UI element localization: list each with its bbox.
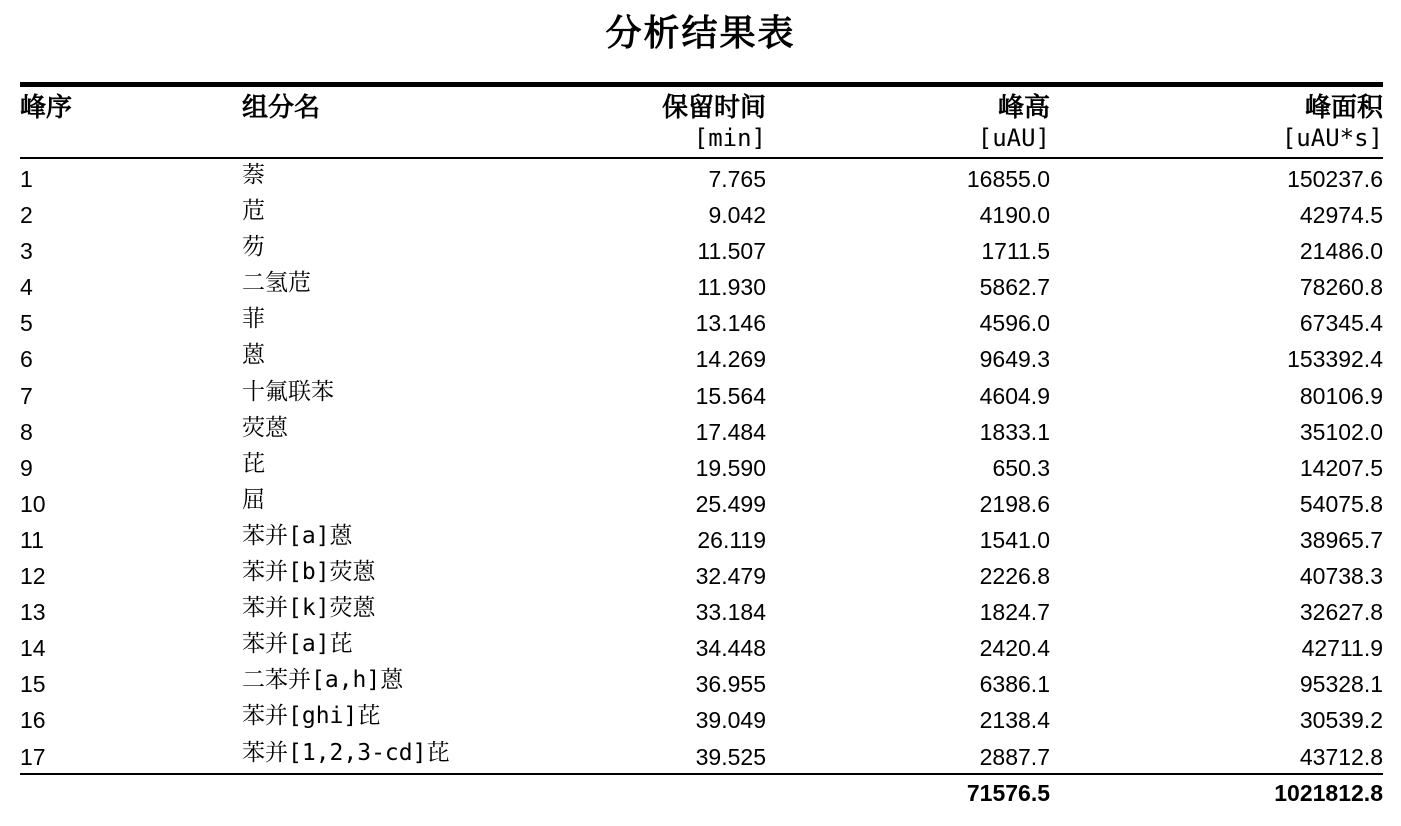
cell-peak-index: 15 (20, 671, 46, 698)
cell-retention-time: 33.184 (695, 599, 766, 626)
header-retention-time: 保留时间 (661, 93, 766, 123)
cell-peak-index: 16 (20, 707, 46, 734)
cell-component-name: 二苯并[a,h]蒽 (242, 667, 404, 694)
table-row (20, 195, 1383, 231)
cell-peak-index: 10 (20, 490, 46, 517)
cell-peak-height: 1833.1 (979, 418, 1050, 445)
header-peak-height-unit: [uAU] (977, 124, 1050, 152)
total-peak-height: 71576.5 (966, 779, 1050, 806)
cell-component-name: 二氢苊 (242, 270, 311, 297)
cell-peak-height: 4190.0 (979, 202, 1050, 229)
cell-peak-height: 1824.7 (979, 599, 1050, 626)
cell-peak-index: 8 (20, 418, 33, 445)
cell-peak-index: 2 (20, 202, 33, 229)
cell-peak-index: 7 (20, 382, 33, 409)
cell-peak-index: 9 (20, 454, 33, 481)
header-component-name: 组分名 (242, 93, 321, 123)
cell-peak-area: 30539.2 (1299, 707, 1383, 734)
cell-retention-time: 39.049 (695, 707, 766, 734)
cell-peak-index: 3 (20, 238, 33, 265)
cell-peak-height: 2198.6 (979, 490, 1050, 517)
cell-component-name: 屈 (242, 486, 265, 513)
cell-retention-time: 26.119 (697, 526, 766, 553)
cell-component-name: 苯并[a]蒽 (242, 522, 353, 549)
cell-peak-index: 6 (20, 346, 33, 373)
cell-component-name: 苯并[1,2,3-cd]芘 (242, 739, 450, 766)
cell-peak-area: 32627.8 (1299, 599, 1383, 626)
cell-component-name: 菲 (242, 306, 265, 333)
cell-peak-height: 2226.8 (979, 563, 1050, 590)
cell-peak-area: 54075.8 (1299, 490, 1383, 517)
cell-peak-index: 12 (20, 563, 46, 590)
header-retention-time-unit: [min] (693, 124, 766, 152)
table-row (20, 592, 1383, 628)
table-row (20, 376, 1383, 412)
table-row (20, 700, 1383, 736)
cell-retention-time: 39.525 (695, 743, 766, 770)
table-body (20, 159, 1383, 773)
cell-retention-time: 11.507 (697, 238, 766, 265)
total-peak-area: 1021812.8 (1274, 779, 1383, 806)
cell-component-name: 芴 (242, 234, 265, 261)
cell-peak-height: 4604.9 (979, 382, 1050, 409)
cell-retention-time: 15.564 (695, 382, 766, 409)
cell-peak-index: 1 (20, 166, 33, 192)
cell-peak-area: 40738.3 (1299, 563, 1383, 590)
cell-peak-height: 1711.5 (981, 238, 1050, 265)
cell-peak-index: 5 (20, 310, 33, 337)
cell-peak-area: 78260.8 (1299, 274, 1383, 301)
cell-peak-height: 1541.0 (979, 526, 1050, 553)
cell-retention-time: 11.930 (697, 274, 766, 301)
cell-peak-area: 35102.0 (1299, 418, 1383, 445)
cell-peak-height: 9649.3 (979, 346, 1050, 373)
page-title: 分析结果表 (605, 12, 796, 54)
results-table (20, 82, 1383, 815)
table-header (20, 87, 1383, 159)
cell-retention-time: 13.146 (695, 310, 766, 337)
cell-component-name: 荧蒽 (242, 414, 288, 441)
cell-retention-time: 34.448 (695, 635, 766, 662)
table-row (20, 484, 1383, 520)
cell-peak-area: 38965.7 (1299, 526, 1383, 553)
table-row (20, 628, 1383, 664)
table-row (20, 303, 1383, 339)
header-peak-area-unit: [uAU*s] (1281, 124, 1383, 152)
table-row (20, 231, 1383, 267)
cell-component-name: 苯并[ghi]芘 (242, 703, 381, 730)
cell-peak-area: 21486.0 (1299, 238, 1383, 265)
cell-peak-height: 2887.7 (979, 743, 1050, 770)
cell-retention-time: 25.499 (695, 490, 766, 517)
cell-retention-time: 32.479 (695, 563, 766, 590)
cell-component-name: 苊 (242, 198, 265, 225)
cell-peak-area: 43712.8 (1299, 743, 1383, 770)
cell-peak-index: 17 (20, 743, 46, 770)
cell-component-name: 蒽 (242, 342, 265, 369)
table-row (20, 339, 1383, 375)
table-row (20, 412, 1383, 448)
cell-peak-area: 14207.5 (1299, 454, 1383, 481)
cell-retention-time: 17.484 (695, 418, 766, 445)
cell-peak-height: 4596.0 (979, 310, 1050, 337)
cell-component-name: 苯并[k]荧蒽 (242, 595, 376, 622)
table-row (20, 737, 1383, 773)
cell-peak-index: 14 (20, 635, 46, 662)
cell-retention-time: 19.590 (695, 454, 766, 481)
table-row (20, 159, 1383, 195)
cell-peak-area: 67345.4 (1299, 310, 1383, 337)
cell-component-name: 十氟联苯 (242, 378, 334, 405)
cell-peak-height: 2420.4 (979, 635, 1050, 662)
cell-peak-area: 80106.9 (1299, 382, 1383, 409)
cell-peak-area: 95328.1 (1299, 671, 1383, 698)
table-row (20, 448, 1383, 484)
cell-peak-height: 6386.1 (979, 671, 1050, 698)
cell-peak-area: 42711.9 (1301, 635, 1383, 662)
cell-component-name: 苯并[b]荧蒽 (242, 559, 376, 586)
cell-peak-area: 150237.6 (1287, 166, 1383, 192)
header-peak-area: 峰面积 (1304, 93, 1383, 123)
cell-peak-height: 5862.7 (979, 274, 1050, 301)
cell-peak-height: 16855.0 (966, 166, 1050, 192)
table-row (20, 556, 1383, 592)
header-peak-index: 峰序 (20, 93, 73, 123)
cell-retention-time: 9.042 (708, 202, 766, 229)
table-row (20, 664, 1383, 700)
table-row (20, 520, 1383, 556)
cell-retention-time: 7.765 (708, 166, 766, 192)
cell-retention-time: 36.955 (695, 671, 766, 698)
cell-peak-index: 4 (20, 274, 33, 301)
totals-row (20, 773, 1383, 815)
cell-component-name: 芘 (242, 450, 265, 477)
table-row (20, 267, 1383, 303)
cell-peak-area: 42974.5 (1299, 202, 1383, 229)
cell-peak-area: 153392.4 (1287, 346, 1383, 373)
header-peak-height: 峰高 (997, 93, 1050, 123)
cell-component-name: 苯并[a]芘 (242, 631, 353, 658)
cell-peak-height: 2138.4 (979, 707, 1050, 734)
cell-peak-height: 650.3 (992, 454, 1050, 481)
cell-peak-index: 11 (20, 526, 44, 553)
cell-peak-index: 13 (20, 599, 46, 626)
cell-component-name: 萘 (242, 162, 265, 188)
cell-retention-time: 14.269 (695, 346, 766, 373)
